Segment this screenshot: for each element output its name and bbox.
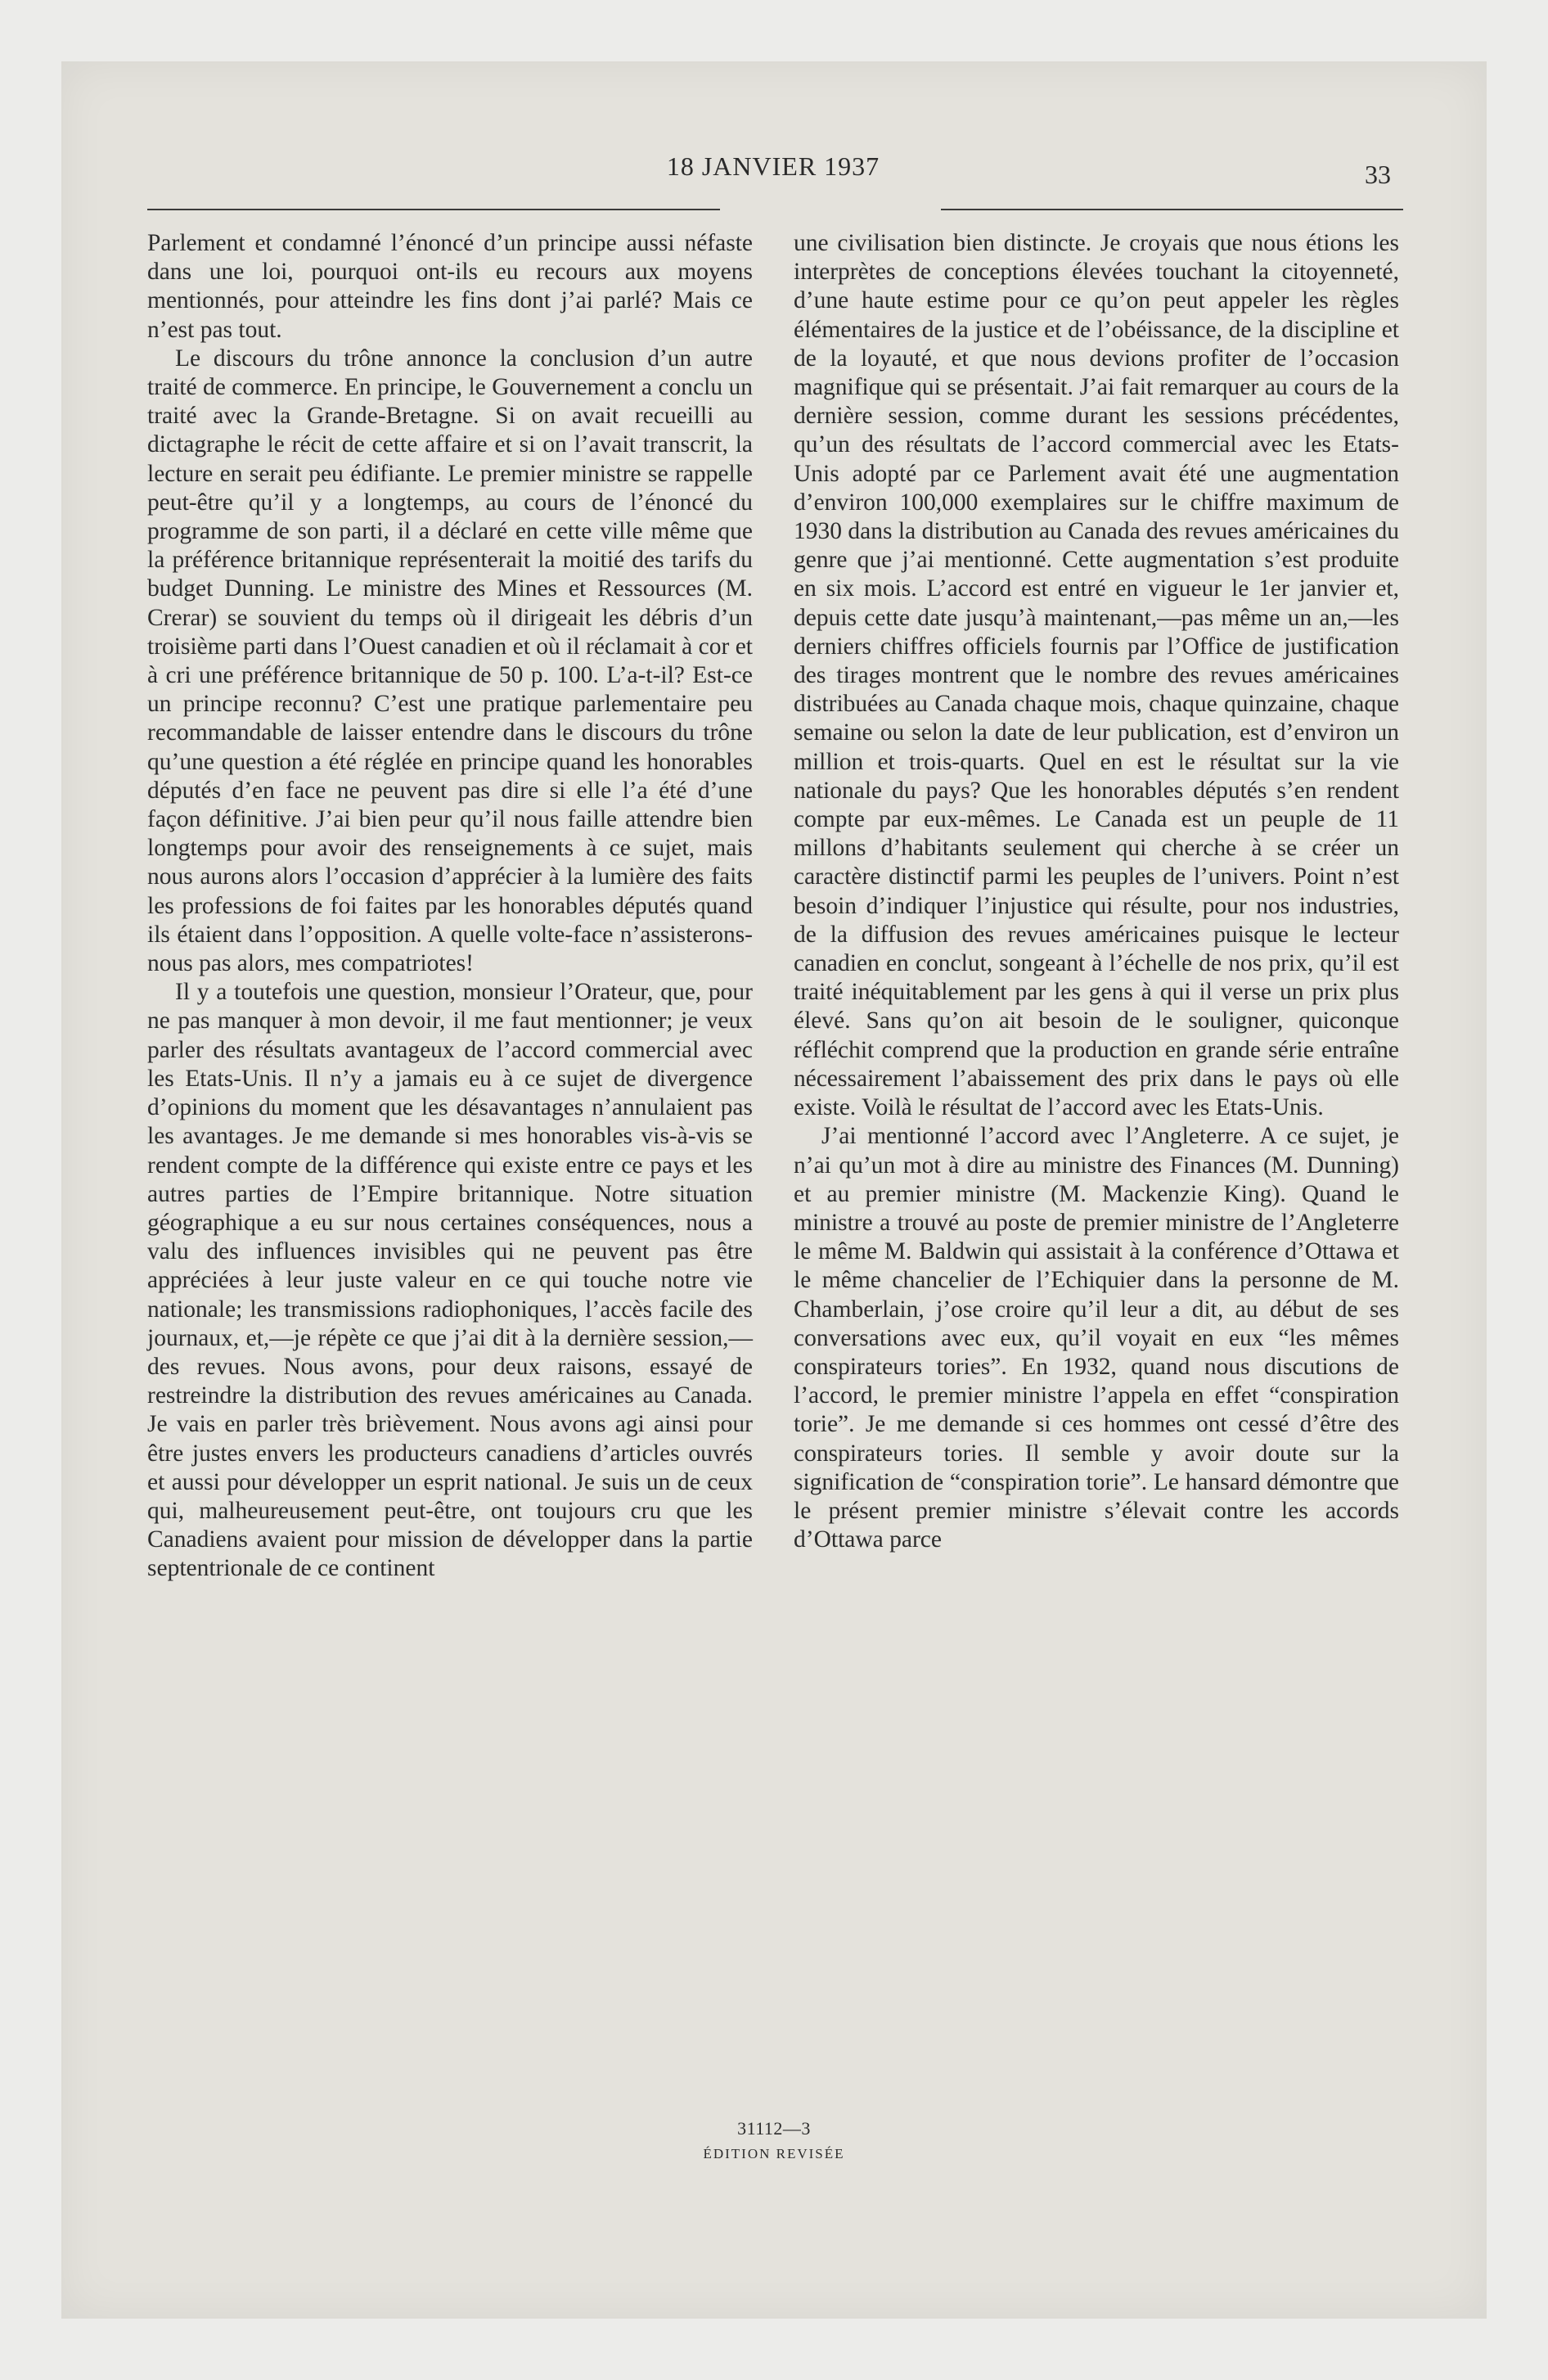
paragraph: J’ai mentionné l’accord avec l’Angleterre. A ce sujet, je n’ai qu’un mot à dire au ministre des Finances (M. Dunning) et au premier ministre (M. Mackenzie King). Quand le ministre a trouvé au poste de premier ministre de l’Angleterre le même M. Baldwin qui assistait à la conférence d’Ottawa et le même chancelier de l’Echiquier dans la personne de M. Chamberlain, j’ose croire qu’il leur a dit, au début de ses conversations avec eux, qu’il voyait en eux “les mêmes conspirateurs tories”. En 1932, quand nous discutions de l’accord, le premier ministre l’appela en effet “conspiration torie”. Je me demande si ces hommes ont cessé d’être des conspirateurs tories. Il semble y avoir doute sur la signification de “conspiration torie”. Le hansard démontre que le présent premier ministre s’élevait contre les accords d’Ottawa parce [794, 1123, 1399, 1553]
edition-label: ÉDITION REVISÉE [703, 2146, 845, 2161]
paragraph: Parlement et condamné l’énoncé d’un principe aussi néfaste dans une loi, pourquoi ont-ils eu recours aux moyens mentionnés, pour atteindre les fins dont j’ai parlé? Mais ce n’est pas tout. [147, 230, 753, 343]
header-rule-left [147, 209, 720, 210]
right-column [794, 229, 1399, 1554]
paragraph: Il y a toutefois une question, monsieur l’Orateur, que, pour ne pas manquer à mon devoir, il me faut mentionner; je veux parler des résultats avantageux de l’accord commercial avec les Etats-Unis. Il n’y a jamais eu à ce sujet de divergence d’opinions du moment que les désavantages n’annulaient pas les avantages. Je me demande si mes honorables vis-à-vis se rendent compte de la différence qui existe entre ce pays et les autres parties de l’Empire britannique. Notre situation géographique a eu sur nous certaines conséquences, nous a valu des influences invisibles qui ne peuvent pas être appréciées à leur juste valeur en ce qui touche notre vie nationale; les transmissions radiophoniques, l’accès facile des journaux, et,—je répète ce que j’ai dit à la dernière session,—des revues. Nous avons, pour deux raisons, essayé de restreindre la distribution des revues américaines au Canada. Je vais en parler très brièvement. Nous avons agi ainsi pour être justes envers les producteurs canadiens d’articles ouvrés et aussi pour développer un esprit national. Je suis un de ceux qui, malheureusement peut-être, ont toujours cru que les Canadiens avaient pour mission de développer dans la partie septentrionale de ce continent [147, 979, 753, 1582]
page-date: 18 JANVIER 1937 [666, 151, 880, 181]
paragraph: Le discours du trône annonce la conclusion d’un autre traité de commerce. En principe, le Gouvernement a conclu un traité avec la Grande-Bretagne. Si on avait recueilli au dictagraphe le récit de cette affaire et si on l’avait transcrit, la lecture en serait peu édifiante. Le premier ministre se rappelle peut-être qu’il y a longtemps, au cours de l’énoncé du programme de son parti, il a déclaré en cette ville même que la préférence britannique représenterait la moitié des tarifs du budget Dunning. Le ministre des Mines et Ressources (M. Crerar) se souvient du temps où il dirigeait les débris d’un troisième parti dans l’Ouest canadien et où il réclamait à cor et à cri une préférence britannique de 50 p. 100. L’a-t-il? Est-ce un principe reconnu? C’est une pratique parlementaire peu recommandable de laisser entendre dans le discours du trône qu’une question a été réglée en principe quand les honorables députés d’en face ne peuvent pas dire si elle l’a été d’une façon définitive. J’ai bien peur qu’il nous faille attendre bien longtemps pour avoir des renseignements à ce sujet, mais nous aurons alors l’occasion d’apprécier à la lumière des faits les professions de foi faites par les honorables députés quand ils étaient dans l’opposition. A quelle volte-face n’assisterons-nous pas alors, mes compatriotes! [147, 345, 753, 977]
header-rule-right [941, 209, 1403, 210]
paragraph: une civilisation bien distincte. Je croyais que nous étions les interprètes de conceptions élevées touchant la citoyenneté, d’une haute estime pour ce qu’on peut appeler les règles élémentaires de la justice et de l’obéissance, de la discipline et de la loyauté, et que nous devions profiter de l’occasion magnifique qui se présentait. J’ai fait remarquer au cours de la dernière session, comme durant les sessions précédentes, qu’un des résultats de l’accord commercial avec les Etats-Unis adopté par ce Parlement avait été une augmentation d’environ 100,000 exemplaires sur le chiffre maximum de 1930 dans la distribution au Canada des revues américaines du genre que j’ai mentionné. Cette augmentation s’est produite en six mois. L’accord est entré en vigueur le 1er janvier et, depuis cette date jusqu’à maintenant,—pas même un an,—les derniers chiffres officiels fournis par l’Office de justification des tirages montrent que le nombre des revues américaines distribuées au Canada chaque mois, chaque quinzaine, chaque semaine ou selon la date de leur publication, est d’environ un million et trois-quarts. Quel en est le résultat sur la vie nationale du pays? Que les honorables députés s’en rendent compte par eux-mêmes. Le Canada est un peuple de 11 millons d’habitants seulement qui cherche à se créer un caractère distinctif parmi les peuples de l’univers. Point n’est besoin d’indiquer l’injustice qui résulte, pour nos industries, de la diffusion des revues américaines puisque le lecteur canadien en conclut, songeant à l’échelle de nos prix, qu’il est traité inéquitablement par les gens à qui il verse un prix plus élevé. Sans qu’on ait besoin de le souligner, quiconque réfléchit comprend que la production en grande série entraîne nécessairement l’abaissement des prix dans le pays où elle existe. Voilà le résultat de l’accord avec les Etats-Unis. [794, 230, 1399, 1121]
print-code: 31112—3 [737, 2118, 811, 2139]
left-column [147, 229, 753, 1584]
page-number: 33 [1365, 160, 1391, 189]
page-header [147, 151, 1399, 201]
